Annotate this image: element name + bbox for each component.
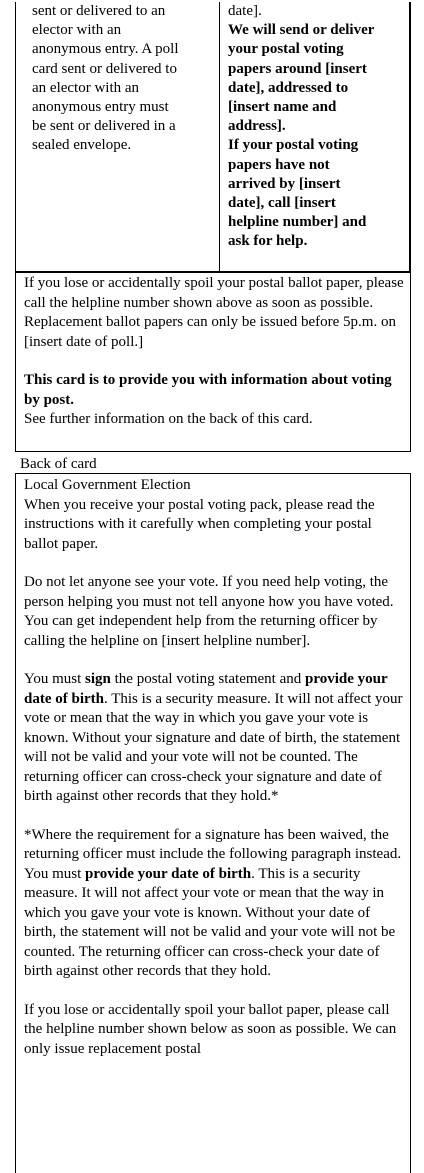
right-bold-line: helpline number] and xyxy=(228,214,367,231)
right-bold-line: address]. xyxy=(228,118,286,135)
right-bold-line: date], addressed to xyxy=(228,79,349,96)
right-line: date]. xyxy=(228,3,262,19)
left-line: sent or delivered to an xyxy=(32,3,166,19)
right-bold-line: papers around [insert xyxy=(228,60,367,77)
signature-paragraph: You must sign the postal voting statement and provide your date of birth. This is a security measure. It will not affect your vote or mean that the way in which you gave your vote is known. Without your signature and date of birth, the statement will not be valid and your vote will not be counted. The returning officer can cross-check your signature and date of birth against other records that they hold.* xyxy=(24,671,403,804)
right-bold-line: arrived by [insert xyxy=(228,175,341,192)
right-bold-line: We will send or deliver xyxy=(228,22,375,39)
lose-paragraph: If you lose or accidentally spoil your postal ballot paper, please call the helpline number shown above as soon as possible. Replacement ballot papers can only be issued before 5p.m. on [insert date of poll.] xyxy=(24,275,404,350)
table-cell-right xyxy=(220,2,410,271)
info-bold-paragraph: This card is to provide you with information about voting by post. xyxy=(24,372,392,408)
left-line: be sent or delivered in a xyxy=(32,118,176,135)
left-line: sealed envelope. xyxy=(32,137,132,154)
left-line: an elector with an xyxy=(32,79,140,96)
left-line: elector with an xyxy=(32,22,122,39)
left-line: anonymous entry. A poll xyxy=(32,41,179,58)
right-bold-line: papers have not xyxy=(228,156,330,173)
dob-paragraph: You must provide your date of birth. This is a security measure. It will not affect your vote or mean that the way in which you gave your vote is known. Without your date of birth, the statement will not be valid and your vote will not be counted. The returning officer can cross-check your date of birth against other records that they hold. xyxy=(24,865,396,979)
instructions-paragraph: When you receive your postal voting pack, please read the instructions with it carefully when completing your postal ballot paper. xyxy=(24,496,375,552)
back-of-card-label: Back of card xyxy=(20,456,97,472)
back-info-box xyxy=(15,473,411,1173)
right-bold-line: If your postal voting xyxy=(228,137,359,154)
info-table xyxy=(15,2,411,272)
right-bold-line: your postal voting xyxy=(228,41,344,58)
see-further-text: See further information on the back of this card. xyxy=(24,411,313,427)
election-title: Local Government Election xyxy=(24,477,191,493)
left-line: card sent or delivered to xyxy=(32,60,177,77)
table-cell-left xyxy=(16,2,220,271)
right-bold-line: [insert name and xyxy=(228,99,337,116)
right-bold-line: date], call [insert xyxy=(228,195,336,212)
replacement-paragraph: If you lose or accidentally spoil your ballot paper, please call the helpline number shown below as soon as possible. We can only issue replacement postal xyxy=(24,1001,397,1057)
front-info-box xyxy=(15,272,411,452)
right-bold-line: ask for help. xyxy=(228,233,308,250)
privacy-paragraph: Do not let anyone see your vote. If you need help voting, the person helping you must not tell anyone how you have voted. You can get independent help from the returning officer by calling the helpline on [insert helpline number]. xyxy=(24,574,394,649)
left-line: anonymous entry must xyxy=(32,99,169,116)
waiver-note-paragraph: *Where the requirement for a signature has been waived, the returning officer must include the following paragraph instead. xyxy=(24,826,402,862)
